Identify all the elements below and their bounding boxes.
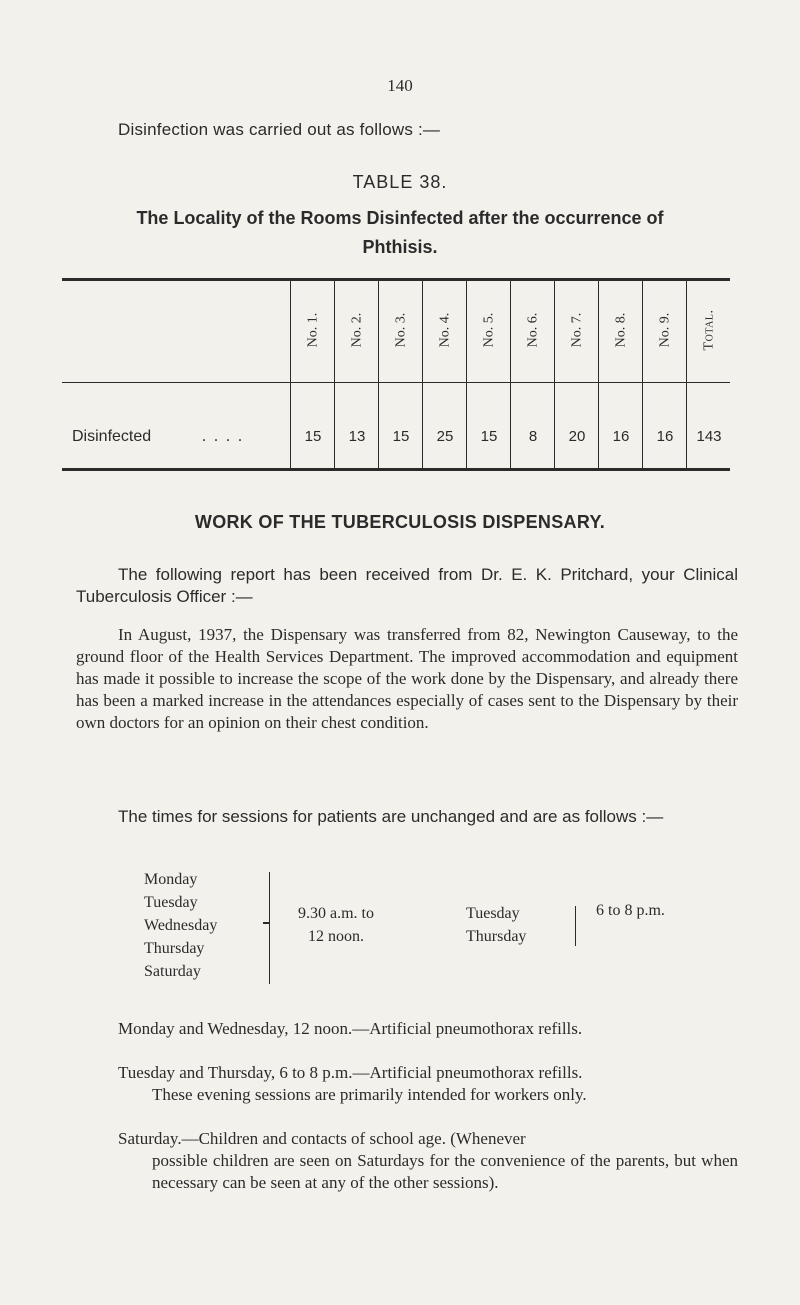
table-bottom-rule bbox=[62, 468, 730, 471]
column-header-no-3: No. 3. bbox=[393, 312, 408, 348]
morning-days-list bbox=[144, 868, 217, 983]
column-header-no-1: No. 1. bbox=[305, 312, 320, 348]
table-label: TABLE 38. bbox=[352, 172, 448, 192]
evening-days-list bbox=[466, 902, 526, 948]
table-cell: 15 bbox=[392, 428, 410, 445]
column-header-no-7: No. 7. bbox=[569, 312, 584, 348]
day-wednesday: Wednesday bbox=[144, 917, 218, 934]
column-header-no-9: No. 9. bbox=[657, 312, 672, 348]
table-cell: 16 bbox=[612, 428, 630, 445]
day-saturday: Saturday bbox=[144, 963, 201, 980]
column-header-no-2: No. 2. bbox=[349, 312, 364, 348]
entry-tuesday-thursday: Tuesday and Thursday, 6 to 8 p.m.—Artificial pneumothorax refills. These evening sessions are primarily intended for workers only. bbox=[118, 1063, 587, 1104]
paragraph-report-intro: The following report has been received from Dr. E. K. Pritchard, your Clinical Tuberculosis Officer :— bbox=[76, 565, 738, 606]
table-cell-total: 143 bbox=[696, 428, 722, 445]
table-cell: 13 bbox=[348, 428, 366, 445]
column-header-no-6: No. 6. bbox=[525, 312, 540, 348]
day-monday: Monday bbox=[144, 871, 198, 888]
table-cell: 15 bbox=[480, 428, 498, 445]
day-thursday: Thursday bbox=[144, 940, 205, 957]
disinfection-table bbox=[62, 278, 730, 472]
evening-day-tuesday: Tuesday bbox=[466, 905, 520, 922]
morning-session-time: 9.30 a.m. to 12 noon. bbox=[298, 905, 374, 945]
table-cell: 25 bbox=[436, 428, 454, 445]
leader-dots: . . . . bbox=[202, 428, 244, 445]
entry-saturday: Saturday.—Children and contacts of school age. (Whenever possible children are seen on Saturdays for the convenience of the parents, but when necessary can be seen at any of the other sessions). bbox=[118, 1129, 738, 1192]
table-cell: 20 bbox=[568, 428, 586, 445]
page-number: 140 bbox=[387, 76, 413, 95]
brace-bracket bbox=[269, 872, 278, 984]
paragraph-dispensary-transfer: In August, 1937, the Dispensary was transferred from 82, Newington Causeway, to the ground floor of the Health Services Department. The improved accommodation and equipment has made it possible to increase the scope of the work done by the Dispensary, and already there has been a marked increase in the attendances especially of cases sent to the Dispensary by their own doctors for an opinion on their chest condition. bbox=[76, 625, 738, 732]
intro-text: Disinfection was carried out as follows :— bbox=[118, 120, 441, 139]
table-cell: 16 bbox=[656, 428, 674, 445]
table-caption: The Locality of the Rooms Disinfected after the occurrence of Phthisis. bbox=[136, 208, 664, 257]
evening-day-thursday: Thursday bbox=[466, 928, 527, 945]
table-header-rule bbox=[62, 382, 730, 383]
column-header-no-8: No. 8. bbox=[613, 312, 628, 348]
section-title: WORK OF THE TUBERCULOSIS DISPENSARY. bbox=[194, 512, 606, 532]
column-header-no-5: No. 5. bbox=[481, 312, 496, 348]
entry-monday-wednesday: Monday and Wednesday, 12 noon.—Artificial pneumothorax refills. bbox=[118, 1019, 583, 1038]
table-top-rule bbox=[62, 278, 730, 281]
evening-session-time: 6 to 8 p.m. bbox=[596, 902, 665, 919]
paragraph-session-times: The times for sessions for patients are unchanged and are as follows :— bbox=[118, 807, 664, 826]
day-tuesday: Tuesday bbox=[144, 894, 198, 911]
row-label-disinfected: Disinfected bbox=[72, 428, 152, 445]
table-cell: 8 bbox=[528, 428, 538, 445]
table-cell: 15 bbox=[304, 428, 322, 445]
column-header-no-4: No. 4. bbox=[437, 312, 452, 348]
column-header-total: Total. bbox=[700, 309, 716, 351]
brace-bracket bbox=[575, 906, 582, 946]
session-schedule bbox=[0, 868, 800, 998]
